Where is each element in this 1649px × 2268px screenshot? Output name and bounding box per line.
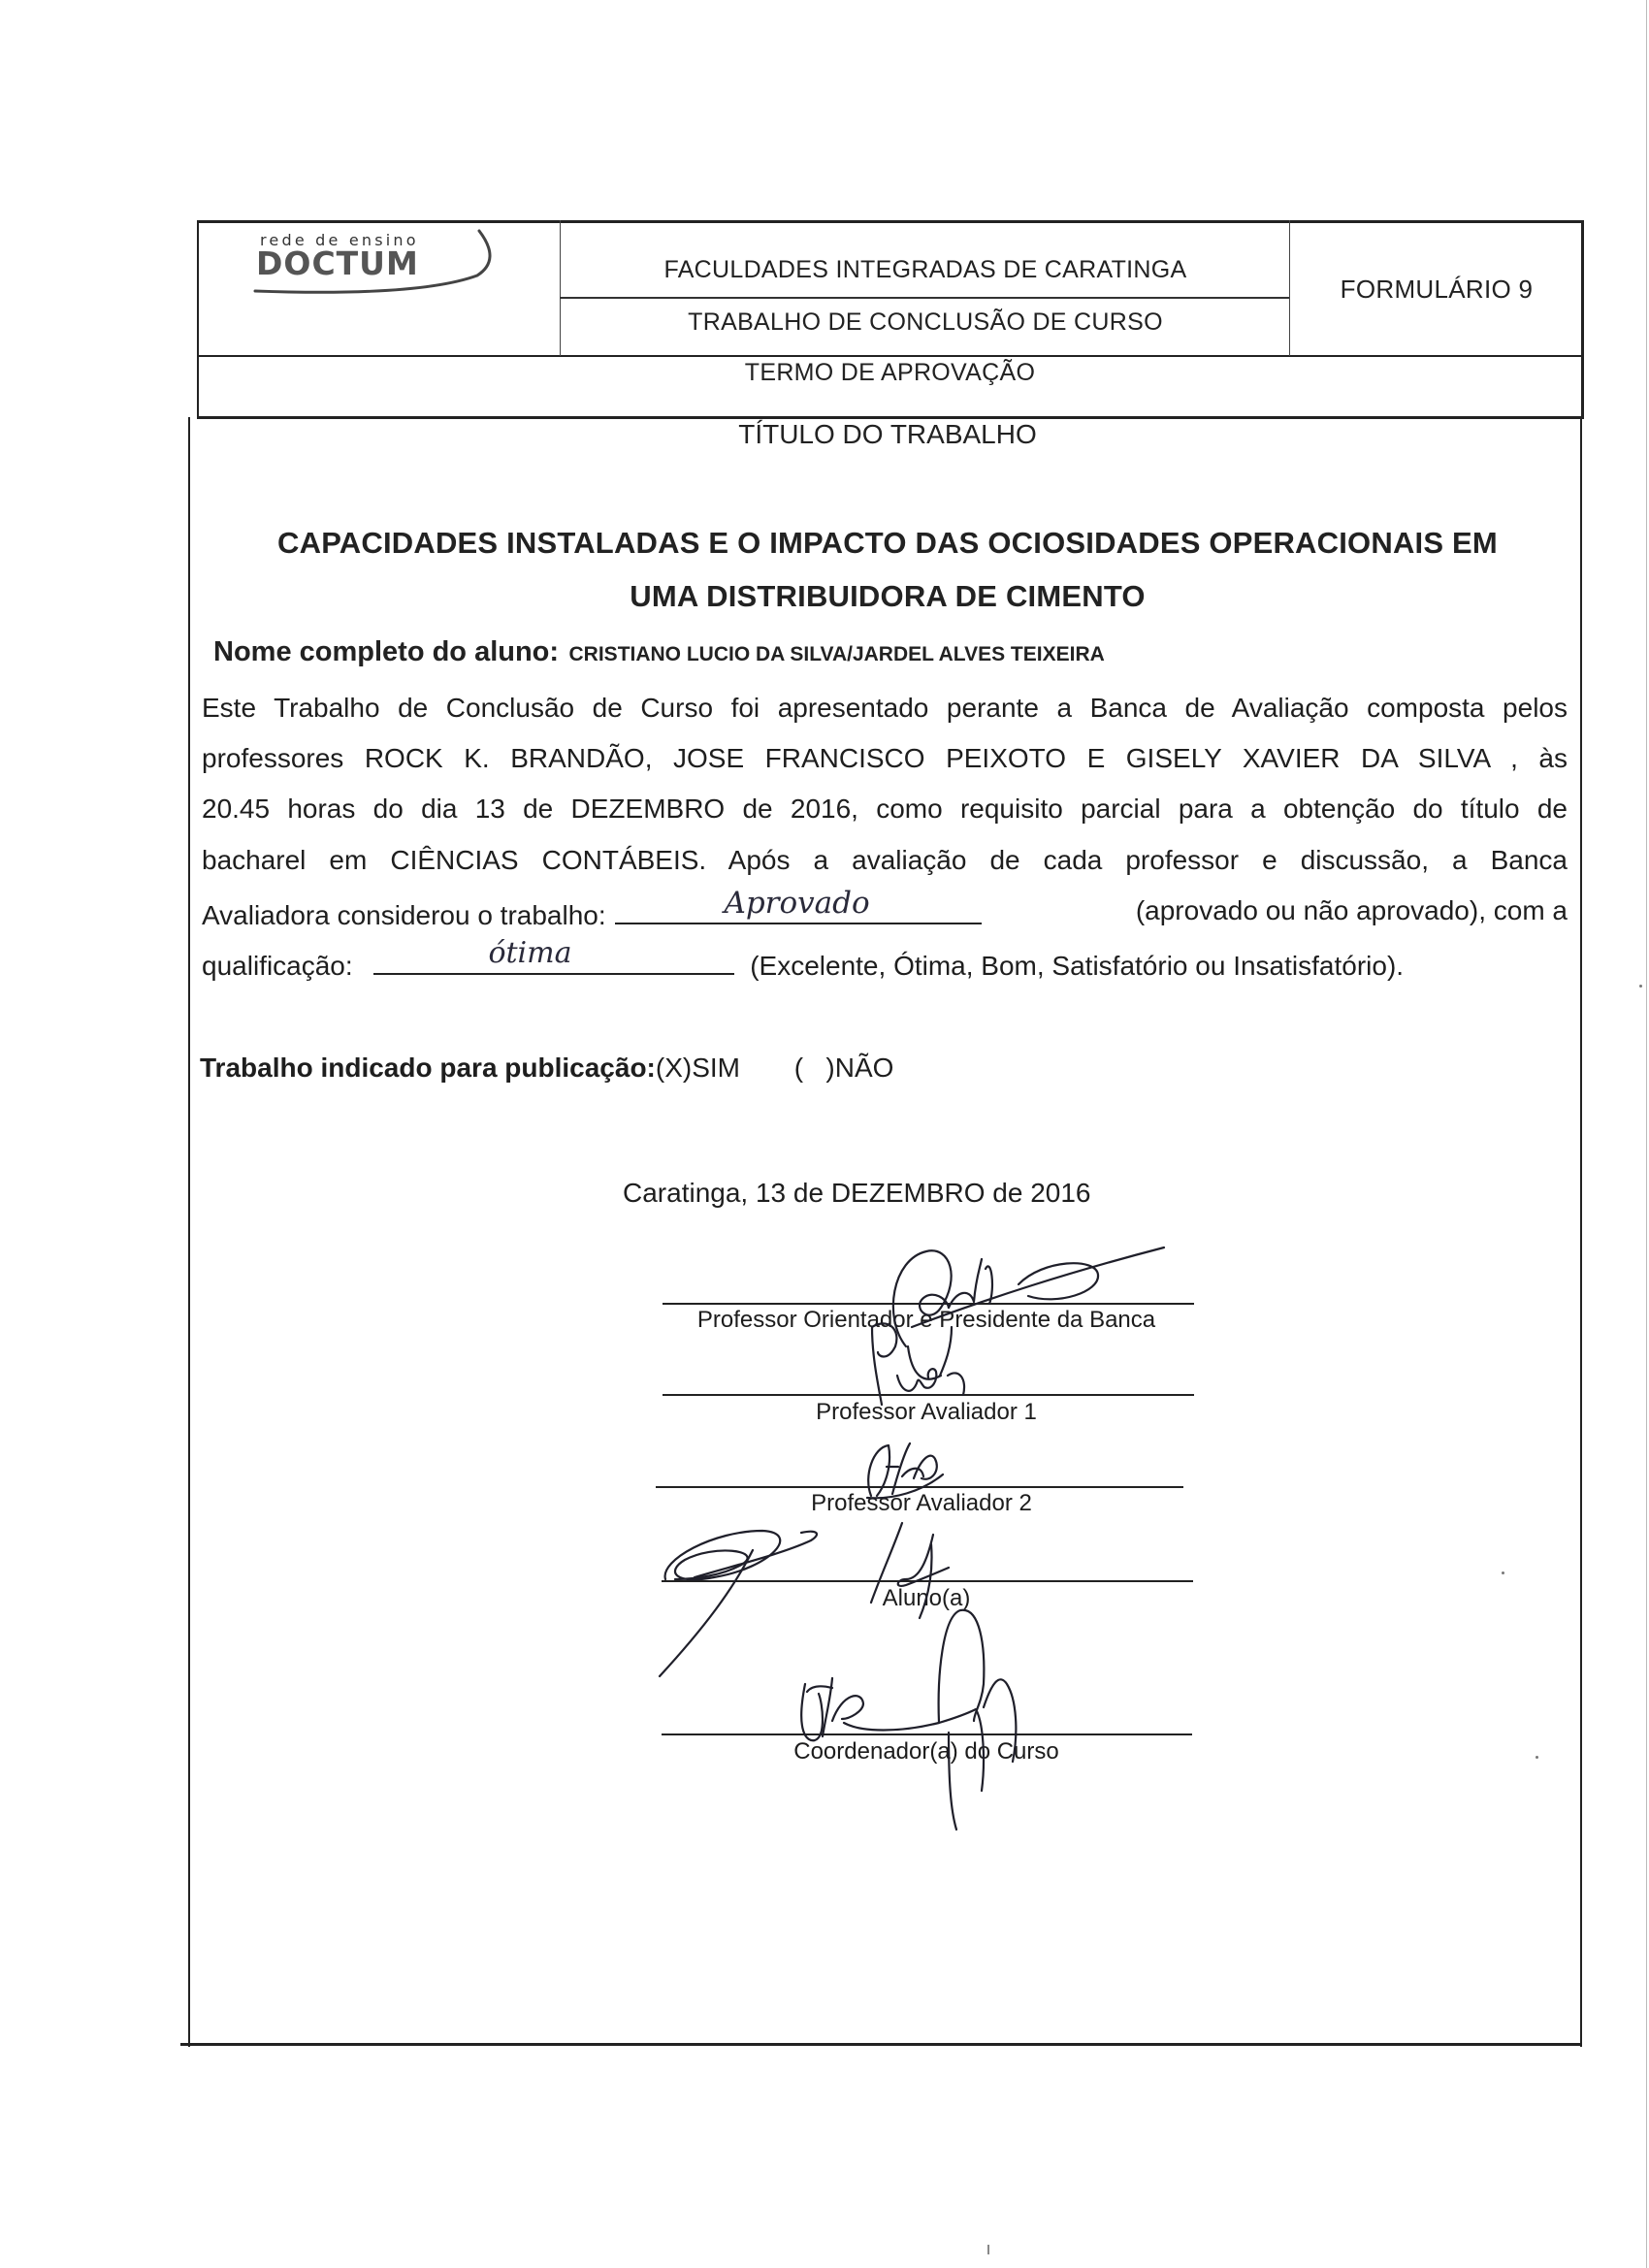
logo-swoosh-icon <box>254 229 506 307</box>
body-line-4: bacharel em CIÊNCIAS CONTÁBEIS. Após a avaliação de cada professor e discussão, a Banca <box>202 845 1568 875</box>
work-title-line-2: UMA DISTRIBUIDORA DE CIMENTO <box>630 579 1146 613</box>
header-border-left <box>197 220 199 419</box>
result-suffix: (aprovado ou não aprovado), com a <box>1135 895 1568 925</box>
institution-name: FACULDADES INTEGRADAS DE CARATINGA <box>663 256 1187 283</box>
signature-avaliador2-icon[interactable] <box>854 1438 960 1515</box>
body-border-bottom <box>180 2043 1582 2046</box>
header-border-top <box>197 220 1584 223</box>
logo-col-divider <box>560 220 561 356</box>
body-border-right <box>1580 417 1582 2047</box>
signature-coordenador-icon[interactable] <box>793 1606 1036 1830</box>
result-handwriting: Aprovado <box>724 886 870 921</box>
publication-yes-label: SIM <box>692 1053 740 1083</box>
scan-speck <box>1639 985 1642 988</box>
logo-tagline: rede de ensino <box>260 231 419 249</box>
logo-brand: DOCTUM <box>256 244 419 282</box>
grade-handwriting: ótima <box>488 936 572 970</box>
publication-yes-checkbox[interactable]: (X) <box>655 1053 693 1083</box>
header-border-right <box>1581 220 1584 419</box>
publication-row <box>200 1053 893 1084</box>
signature-avaliador1-icon[interactable] <box>858 1308 994 1414</box>
grade-suffix: (Excelente, Ótima, Bom, Satisfatório ou Insatisfatório). <box>750 951 1405 981</box>
body-line-3: 20.45 horas do dia 13 de DEZEMBRO de 2016, como requisito parcial para a obtenção do título de <box>202 794 1568 824</box>
scan-speck <box>987 2245 989 2254</box>
form-col-divider <box>1289 220 1290 356</box>
scan-speck <box>1536 1756 1538 1759</box>
student-label: Nome completo do aluno: <box>213 636 560 667</box>
place-date: Caratinga, 13 de DEZEMBRO de 2016 <box>623 1178 1091 1208</box>
body-line-5 <box>202 886 1568 931</box>
work-title-line-1: CAPACIDADES INSTALADAS E O IMPACTO DAS OCIOSIDADES OPERACIONAIS EM <box>277 526 1498 560</box>
signature-role: Aluno(a) <box>882 1585 971 1611</box>
doctum-logo <box>254 229 506 307</box>
student-row <box>213 636 1105 668</box>
student-names: CRISTIANO LUCIO DA SILVA/JARDEL ALVES TEIXEIRA <box>568 643 1105 665</box>
form-number: FORMULÁRIO 9 <box>1340 275 1534 304</box>
publication-label: Trabalho indicado para publicação: <box>200 1053 656 1083</box>
body-border-left <box>188 417 190 2047</box>
scan-speck <box>1502 1571 1504 1574</box>
body-line-1: Este Trabalho de Conclusão de Curso foi apresentado perante a Banca de Avaliação composta pelos <box>202 693 1568 723</box>
grade-field[interactable] <box>373 936 734 975</box>
document-type: TRABALHO DE CONCLUSÃO DE CURSO <box>688 308 1163 336</box>
body-line-2: professores ROCK K. BRANDÃO, JOSE FRANCISCO PEIXOTO E GISELY XAVIER DA SILVA , às <box>202 743 1568 773</box>
publication-no-label: NÃO <box>834 1053 894 1083</box>
publication-no-checkbox[interactable]: ( ) <box>793 1053 835 1083</box>
result-field[interactable] <box>615 886 982 924</box>
signature-role: Coordenador(a) do Curso <box>793 1738 1059 1765</box>
title-label: TÍTULO DO TRABALHO <box>738 419 1037 449</box>
mid-cell-divider <box>560 297 1289 299</box>
page-edge-right <box>1646 0 1647 2268</box>
signature-role: Professor Avaliador 1 <box>816 1399 1037 1425</box>
grade-prefix: qualificação: <box>202 951 353 981</box>
body-line-6 <box>202 936 1405 982</box>
signature-role: Professor Orientador e Presidente da Banca <box>696 1307 1156 1333</box>
header-row-divider <box>197 355 1584 357</box>
section-title: TERMO DE APROVAÇÃO <box>744 359 1036 386</box>
result-prefix: Avaliadora considerou o trabalho: <box>202 900 606 930</box>
signature-role: Professor Avaliador 2 <box>811 1490 1032 1516</box>
